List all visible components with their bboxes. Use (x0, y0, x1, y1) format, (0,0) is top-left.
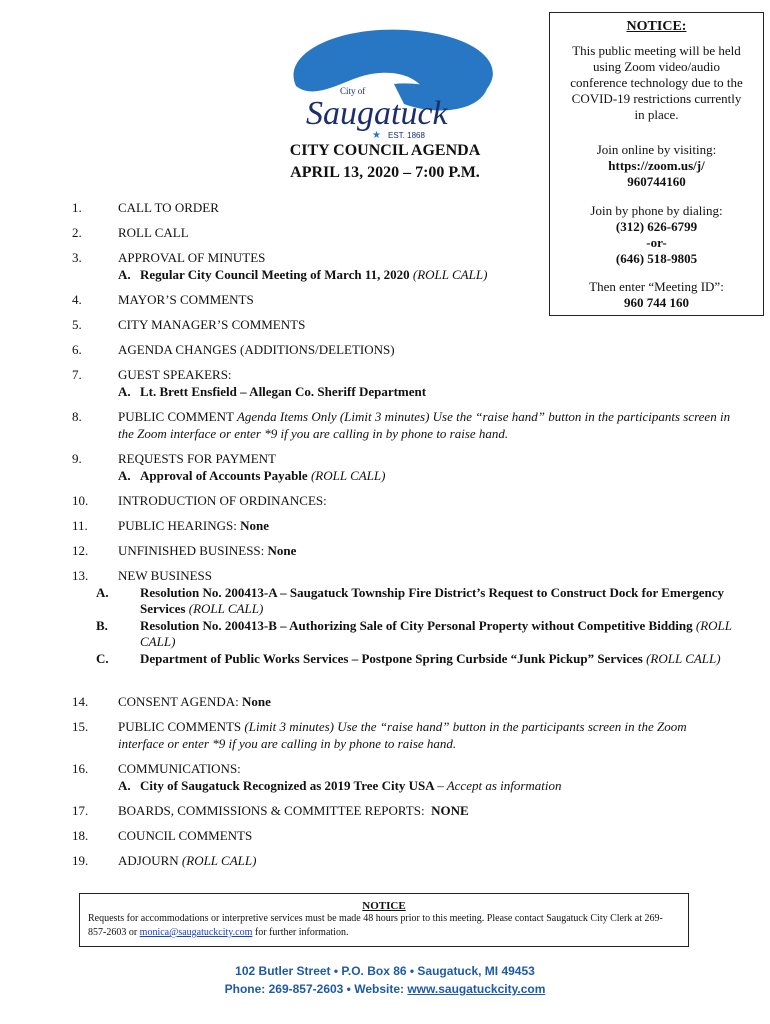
notice-title: NOTICE: (626, 19, 687, 34)
item-value: None (242, 694, 271, 709)
item-text: INTRODUCTION OF ORDINANCES: (118, 493, 327, 508)
item-number: 11. (72, 518, 88, 533)
item-text (118, 543, 732, 560)
item-note: (Limit 3 minutes) Use the “raise hand” button in the participants screen in the Zoom interface or enter *9 if you are calling in by phone to raise hand. (118, 719, 687, 751)
agenda-item (72, 853, 732, 870)
notice-description (550, 43, 763, 123)
sub-letter: A. (118, 383, 131, 399)
item-number: 14. (72, 694, 89, 709)
item-label: PUBLIC COMMENT (118, 409, 237, 424)
sub-text: Lt. Brett Ensfield – Allegan Co. Sheriff Department (140, 383, 427, 399)
agenda-item (72, 761, 732, 794)
item-note: Agenda Items Only (Limit 3 minutes) Use the “raise hand” button in the participants screen in the Zoom interface or enter *9 if you are calling in by phone to raise hand. (118, 409, 731, 441)
sub-note: (ROLL CALL) (188, 601, 264, 616)
online-label: Join online by visiting: (596, 142, 717, 157)
zoom-url[interactable]: https://zoom.us/j/ (608, 158, 705, 173)
item-number: 12. (72, 543, 89, 558)
item-value: None (267, 543, 297, 558)
city-address: 102 Butler Street • P.O. Box 86 • Saugatuck, MI 49453 (235, 964, 535, 978)
item-text: REQUESTS FOR PAYMENT (118, 451, 276, 466)
sub-note: (ROLL CALL) (310, 467, 386, 483)
agenda-item (72, 342, 732, 359)
item-text: NEW BUSINESS (118, 568, 213, 583)
notice-line: conference technology due to the (570, 75, 743, 90)
sub-text: Resolution No. 200413-A – Saugatuck Township Fire District’s Request to Construct Dock for Emergency Services (140, 584, 725, 616)
sub-letter: B. (96, 617, 108, 633)
page-title (240, 140, 530, 184)
star-icon: ★ (372, 130, 381, 141)
item-text (118, 803, 732, 820)
item-number: 8. (72, 409, 82, 424)
item-number: 2. (72, 225, 82, 240)
sub-letter: A. (96, 584, 109, 600)
item-number: 1. (72, 200, 82, 215)
meeting-id-label: Then enter “Meeting ID”: (589, 279, 724, 294)
agenda-item (72, 543, 732, 560)
sub-note: – Accept as information (437, 777, 562, 793)
phone-number-1: (312) 626-6799 (615, 219, 698, 234)
sub-note: (ROLL CALL) (646, 650, 721, 666)
sub-letter: A. (118, 777, 131, 793)
city-phone-website (150, 980, 620, 998)
footer-notice-title: NOTICE (362, 900, 406, 912)
agenda-item (72, 292, 732, 309)
item-text: ROLL CALL (118, 225, 189, 240)
item-text (118, 409, 732, 442)
item-label: PUBLIC HEARINGS: (118, 518, 241, 533)
city-logo (276, 24, 498, 142)
item-number: 19. (72, 853, 89, 868)
item-number: 4. (72, 292, 82, 307)
city-phone: Phone: 269-857-2603 • Website: (224, 982, 408, 996)
item-number: 9. (72, 451, 82, 466)
agenda-item (72, 250, 732, 283)
sub-item (118, 384, 732, 401)
sub-text: Approval of Accounts Payable (140, 467, 311, 483)
sub-letter: A. (118, 266, 131, 282)
logo-name: Saugatuck (306, 95, 448, 132)
sub-letter: C. (96, 650, 109, 666)
item-value: NONE (431, 803, 469, 818)
clerk-email-link[interactable]: monica@saugatuckcity.com (139, 927, 253, 938)
logo-small-text: City of (340, 86, 366, 96)
item-text: MAYOR’S COMMENTS (118, 292, 254, 307)
item-number: 10. (72, 493, 89, 508)
item-number: 13. (72, 568, 89, 583)
agenda-item (72, 568, 732, 667)
item-label: ADJOURN (118, 853, 182, 868)
agenda-item (72, 225, 732, 242)
sub-text: Resolution No. 200413-B – Authorizing Sale of City Personal Property without Competitive Bidding (140, 617, 696, 633)
item-text: AGENDA CHANGES (ADDITIONS/DELETIONS) (118, 342, 395, 357)
footer-text-2: for further information. (252, 927, 349, 938)
item-note: (ROLL CALL) (181, 853, 257, 868)
agenda-item (72, 451, 732, 484)
item-label: CONSENT AGENDA: (118, 694, 242, 709)
item-number: 3. (72, 250, 82, 265)
accommodations-notice (79, 893, 689, 947)
sub-text: Regular City Council Meeting of March 11, 2020 (140, 266, 413, 282)
item-number: 6. (72, 342, 82, 357)
notice-line: COVID-19 restrictions currently (571, 91, 742, 106)
sub-text: Department of Public Works Services – Postpone Spring Curbside “Junk Pickup” Services (140, 650, 647, 666)
phone-number-2: (646) 518-9805 (615, 251, 698, 266)
item-text (118, 694, 732, 711)
sub-note: (ROLL CALL) (140, 617, 732, 649)
item-text (118, 518, 732, 535)
item-number: 7. (72, 367, 82, 382)
logo-est: EST. 1868 (388, 131, 425, 140)
notice-line: in place. (634, 107, 679, 122)
agenda-item (72, 694, 732, 711)
sub-letter: A. (118, 467, 131, 483)
item-text (118, 853, 732, 870)
item-number: 16. (72, 761, 89, 776)
agenda-item (72, 803, 732, 820)
footer-text-1: Requests for accommodations or interpretive services must be made 48 hours prior to this meeting. Please contact Saugatuck City Clerk at 269-857-2603 or (88, 913, 663, 938)
sub-text: City of Saugatuck Recognized as 2019 Tree City USA (140, 777, 438, 793)
title-line-1: CITY COUNCIL AGENDA (289, 142, 481, 159)
item-text: APPROVAL OF MINUTES (118, 250, 266, 265)
item-label: BOARDS, COMMISSIONS & COMMITTEE REPORTS: (118, 803, 432, 818)
sub-item (96, 617, 732, 651)
item-label: PUBLIC COMMENTS (118, 719, 245, 734)
agenda-item (72, 493, 732, 510)
website-link[interactable]: www.saugatuckcity.com (407, 982, 546, 996)
item-label: UNFINISHED BUSINESS: (118, 543, 268, 558)
item-text: GUEST SPEAKERS: (118, 367, 232, 382)
logo-graphic (276, 24, 498, 142)
agenda-item (72, 518, 732, 535)
meeting-id: 960 744 160 (624, 295, 689, 310)
city-contact (150, 962, 620, 998)
sub-note: (ROLL CALL) (412, 266, 488, 282)
item-text: CITY MANAGER’S COMMENTS (118, 317, 306, 332)
phone-label: Join by phone by dialing: (590, 203, 723, 218)
notice-line: This public meeting will be held (572, 43, 741, 58)
title-line-2: APRIL 13, 2020 – 7:00 P.M. (290, 164, 480, 181)
agenda-item (72, 409, 732, 442)
item-text (118, 719, 732, 752)
notice-online (550, 142, 763, 190)
notice-line: using Zoom video/audio (592, 59, 721, 74)
agenda-item (72, 200, 732, 217)
agenda-item (72, 828, 732, 845)
item-value: None (240, 518, 269, 533)
footer-notice-text (88, 912, 680, 940)
item-text: COMMUNICATIONS: (118, 761, 241, 776)
sub-item (118, 778, 732, 795)
phone-or: -or- (646, 235, 667, 250)
agenda-item (72, 719, 732, 752)
item-number: 5. (72, 317, 82, 332)
zoom-url-id[interactable]: 960744160 (627, 174, 686, 189)
sub-item (118, 267, 732, 284)
sub-item (118, 468, 732, 485)
item-number: 18. (72, 828, 89, 843)
sub-item (96, 584, 732, 618)
agenda-item (72, 317, 732, 334)
item-number: 17. (72, 803, 89, 818)
sub-item (96, 650, 732, 668)
item-text: COUNCIL COMMENTS (118, 828, 253, 843)
agenda-item (72, 367, 732, 400)
item-text: CALL TO ORDER (118, 200, 219, 215)
item-number: 15. (72, 719, 89, 734)
